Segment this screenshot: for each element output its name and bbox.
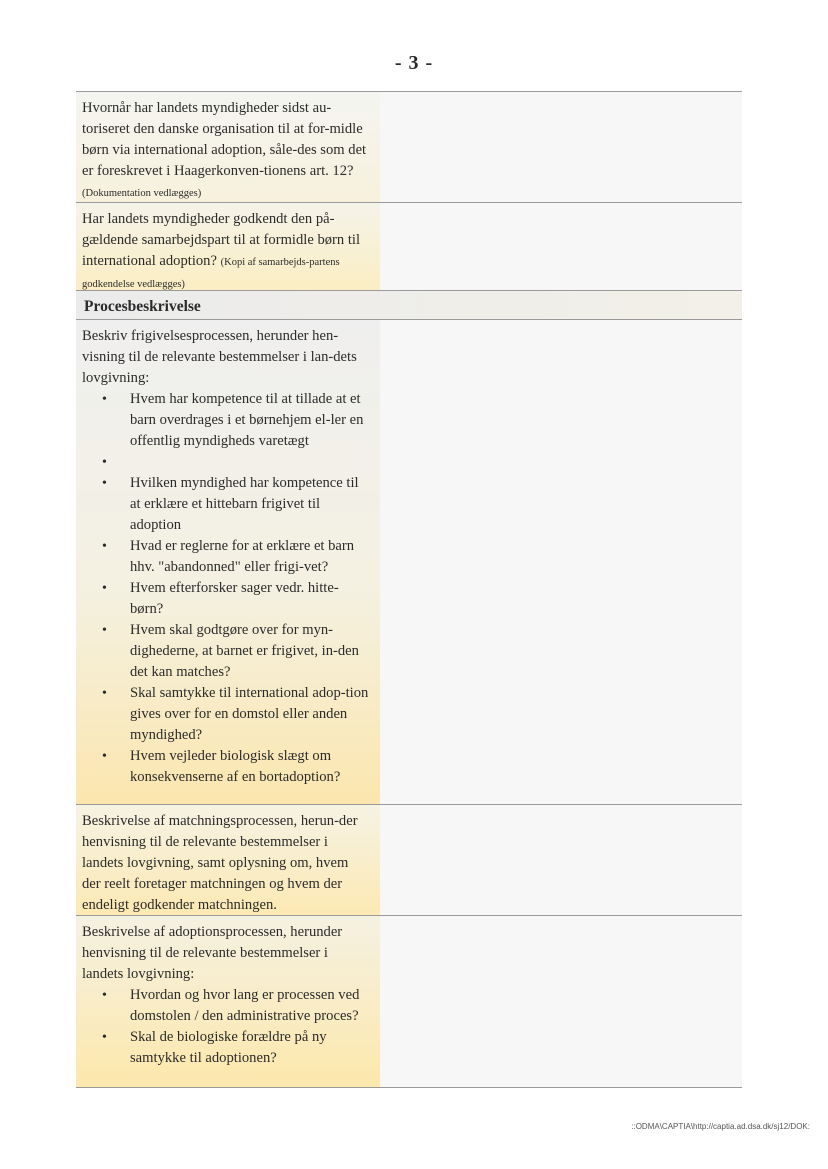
- question-row: [76, 92, 742, 203]
- list-item: • Hvem har kompetence til at tillade at et barn overdrages i et børnehjem el-ler en offentlig myndigheds varetægt: [102, 391, 364, 449]
- bullet-icon: •: [102, 988, 107, 1003]
- bullet-list: [82, 389, 370, 788]
- question-text: Beskrivelse af matchningsprocessen, herun-der henvisning til de relevante bestemmelser i landets lovgivning, samt oplysning om, hvem der reelt foretager matchningen og hvem der endeligt godkender matchningen.: [82, 813, 358, 913]
- form-table: [76, 91, 742, 1088]
- list-item: • Skal de biologiske forældre på ny samtykke til adoptionen?: [102, 1029, 327, 1066]
- question-cell: [76, 916, 380, 1087]
- section-heading: Procesbeskrivelse: [76, 291, 742, 319]
- question-cell: [76, 805, 380, 915]
- question-row: [76, 805, 742, 916]
- list-item: • Hvem vejleder biologisk slægt om konsekvenserne af en bortadoption?: [102, 748, 341, 785]
- bullet-icon: •: [102, 1030, 107, 1045]
- bullet-icon: •: [102, 623, 107, 638]
- answer-cell[interactable]: [380, 92, 742, 202]
- page-number: - 3 -: [394, 52, 434, 74]
- question-row: [76, 320, 742, 805]
- question-row: [76, 203, 742, 291]
- list-item: [82, 452, 370, 473]
- bullet-icon: •: [102, 581, 107, 596]
- question-note: (Kopi af samarbejds-partens godkendelse vedlægges): [82, 257, 340, 290]
- answer-cell[interactable]: [380, 805, 742, 915]
- bullet-icon: •: [102, 539, 107, 554]
- bullet-icon: •: [102, 455, 107, 470]
- answer-cell[interactable]: [380, 320, 742, 804]
- bullet-icon: •: [102, 749, 107, 764]
- section-heading-row: [76, 291, 742, 320]
- question-text: Hvornår har landets myndigheder sidst au-toriseret den danske organisation til at for-midle børn via international adoption, såle-des som det er foreskrevet i Haagerkonven-tionens art. 12?: [82, 100, 367, 179]
- footer-path: ::ODMA\CAPTIA\http://captia.ad.dsa.dk/sj12/DOK:: [631, 1122, 810, 1131]
- list-item: • Hvem efterforsker sager vedr. hitte-børn?: [102, 580, 339, 617]
- bullet-icon: •: [102, 392, 107, 407]
- question-text: Har landets myndigheder godkendt den på-gældende samarbejdspart til at formidle børn til international adoption?: [82, 211, 361, 269]
- bullet-icon: •: [102, 686, 107, 701]
- answer-cell[interactable]: [380, 203, 742, 290]
- bullet-icon: •: [102, 476, 107, 491]
- question-text: Beskriv frigivelsesprocessen, herunder hen-visning til de relevante bestemmelser i lan-dets lovgivning:: [82, 328, 357, 386]
- list-item: • Skal samtykke til international adop-tion gives over for en domstol eller anden myndighed?: [102, 685, 369, 743]
- question-cell: [76, 320, 380, 804]
- list-item: • Hvordan og hvor lang er processen ved domstolen / den administrative proces?: [102, 987, 360, 1024]
- list-item: • Hvad er reglerne for at erklære et barn hhv. "abandonned" eller frigi-vet?: [102, 538, 355, 575]
- list-item: • Hvem skal godtgøre over for myn-dighederne, at barnet er frigivet, in-den det kan matches?: [102, 622, 359, 680]
- question-cell: [76, 203, 380, 290]
- question-cell: [76, 92, 380, 202]
- question-text: Beskrivelse af adoptionsprocessen, herunder henvisning til de relevante bestemmelser i landets lovgivning:: [82, 924, 343, 982]
- question-row: [76, 916, 742, 1088]
- bullet-list: [82, 985, 370, 1069]
- question-note: (Dokumentation vedlægges): [82, 188, 202, 199]
- list-item: • Hvilken myndighed har kompetence til at erklære et hittebarn frigivet til adoption: [102, 475, 359, 533]
- answer-cell[interactable]: [380, 916, 742, 1087]
